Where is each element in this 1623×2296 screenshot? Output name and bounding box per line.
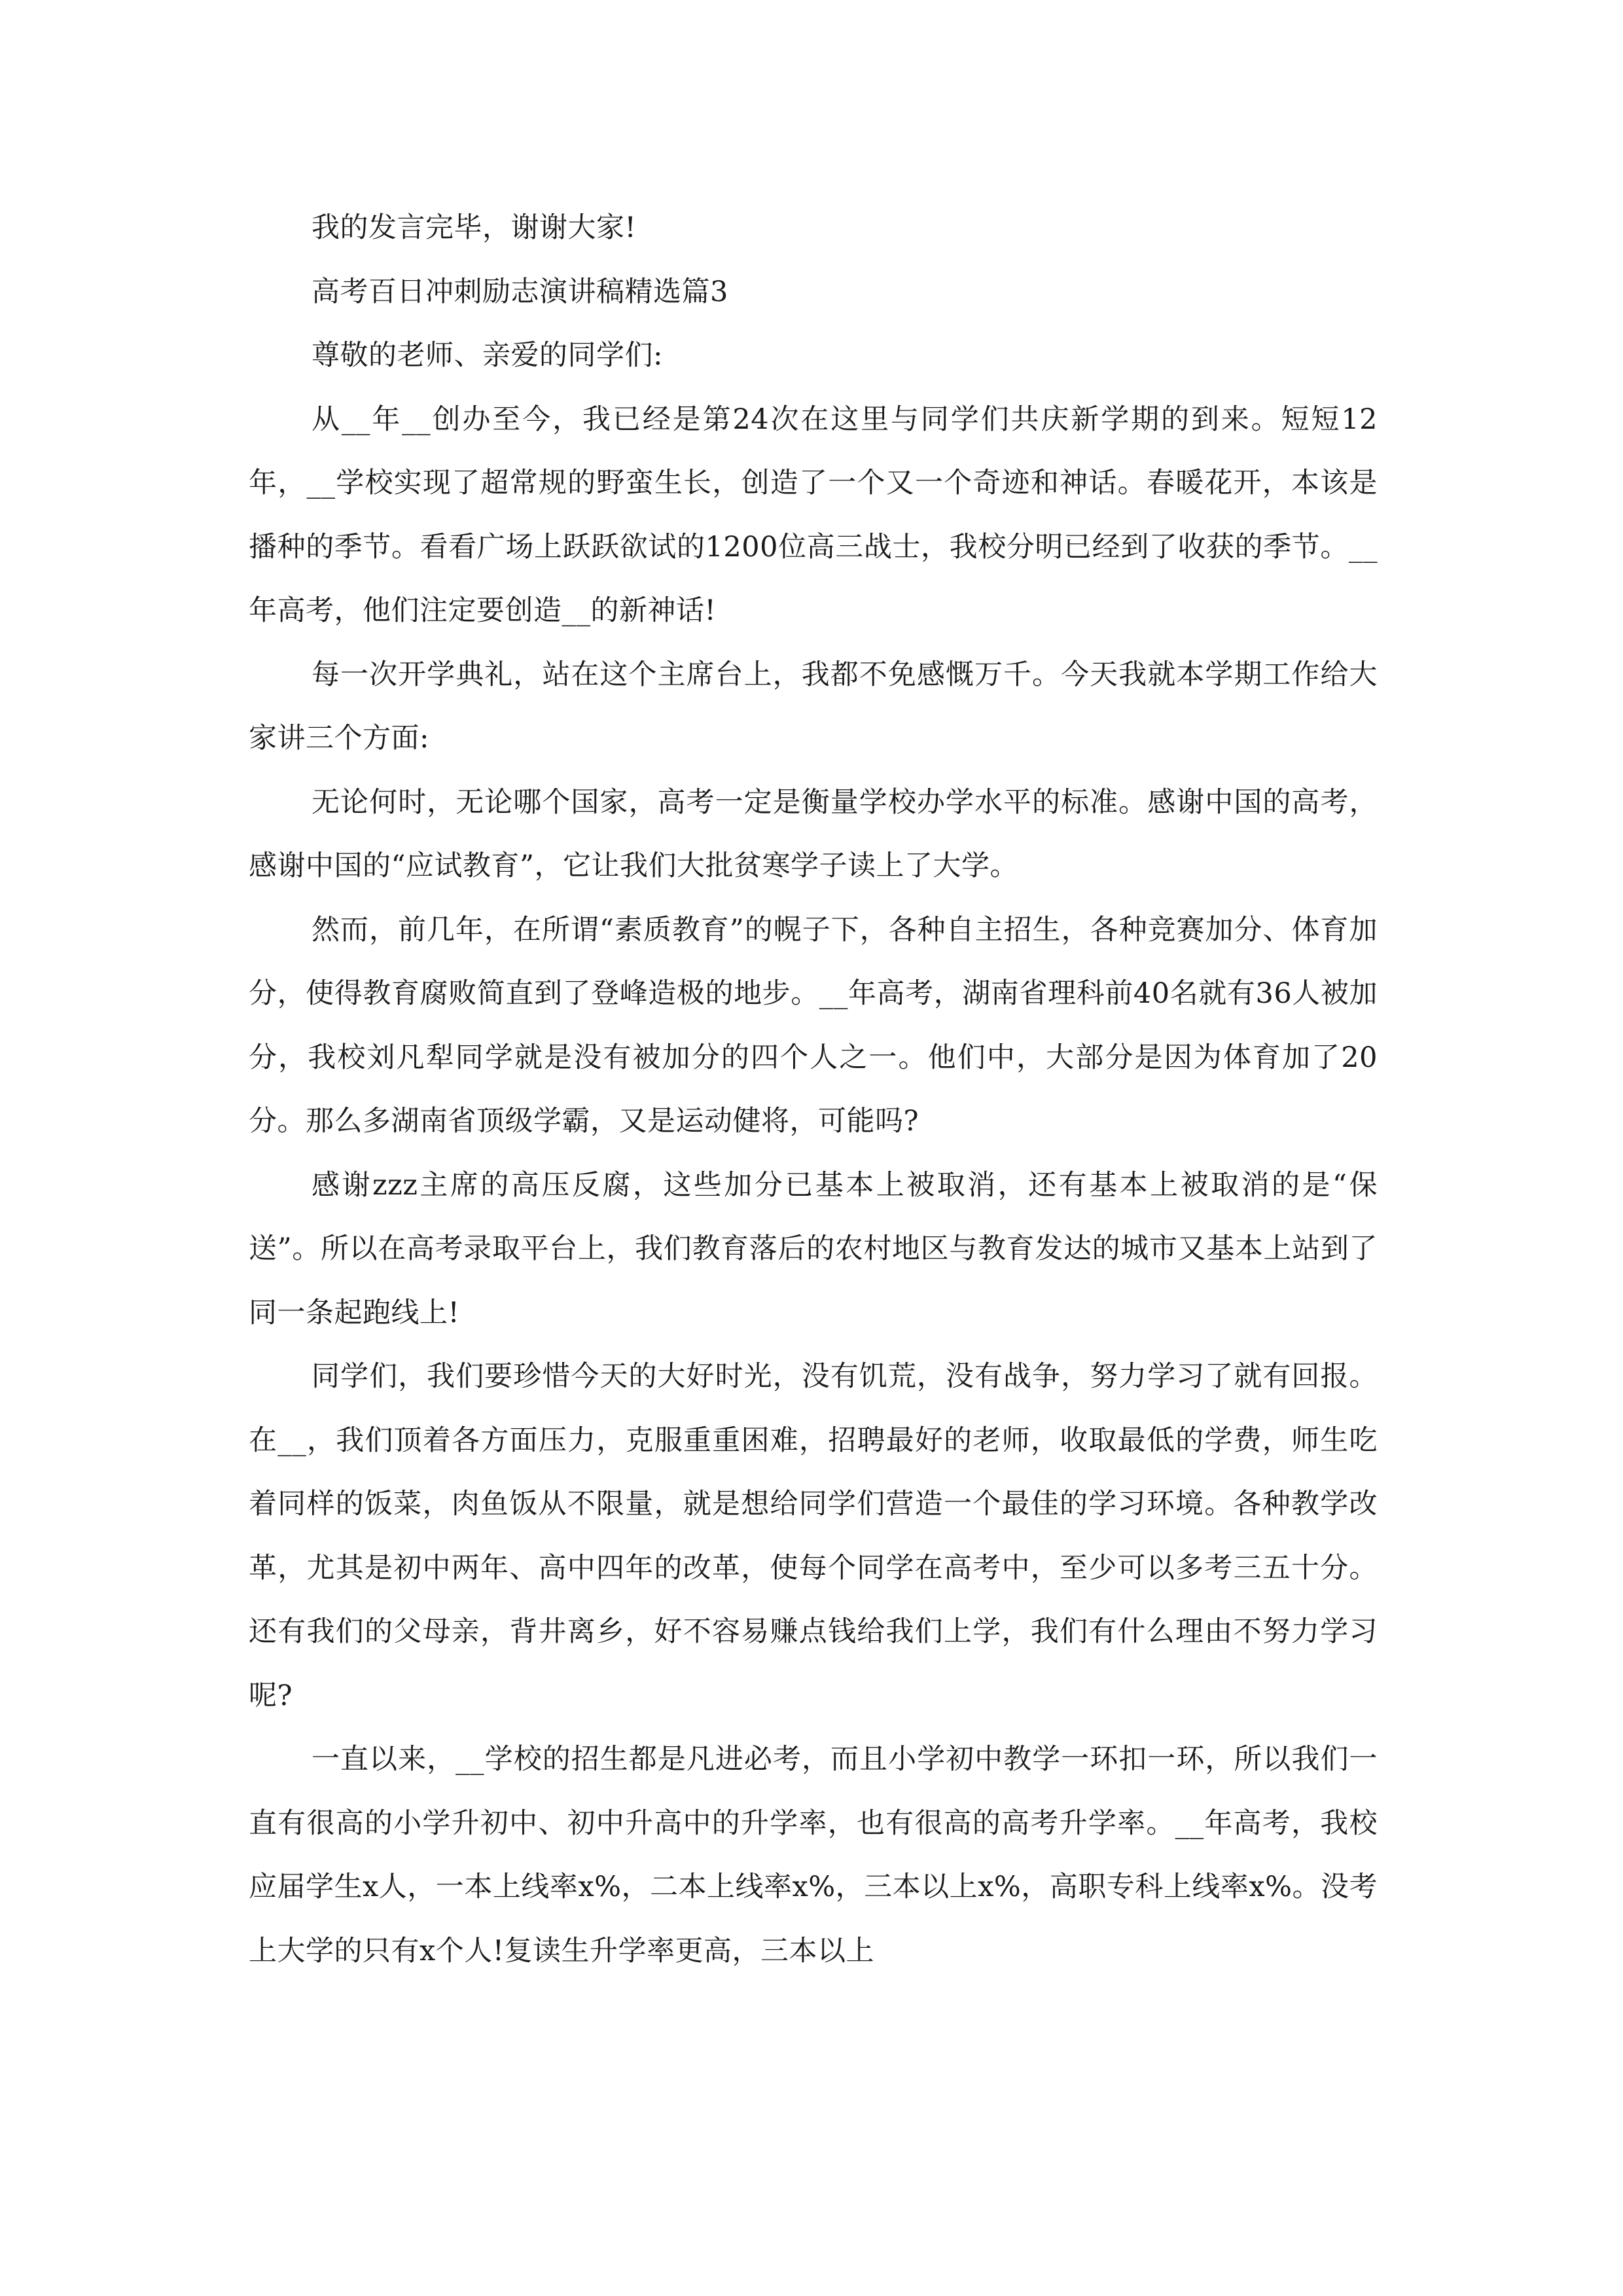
- body-paragraph: 感谢zzz主席的高压反腐，这些加分已基本上被取消，还有基本上被取消的是“保送”。所以在高考录取平台上，我们教育落后的农村地区与教育发达的城市又基本上站到了同一条起跑线上!: [249, 1168, 1378, 1329]
- body-paragraph: 然而，前几年，在所谓“素质教育”的幌子下，各种自主招生，各种竞赛加分、体育加分，使得教育腐败简直到了登峰造极的地步。__年高考，湖南省理科前40名就有36人被加分，我校刘凡犁同学就是没有被加分的四个人之一。他们中，大部分是因为体育加了20分。那么多湖南省顶级学霸，又是运动健将，可能吗?: [249, 913, 1378, 1138]
- body-paragraph: 一直以来，__学校的招生都是凡进必考，而且小学初中教学一环扣一环，所以我们一直有很高的小学升初中、初中升高中的升学率，也有很高的高考升学率。__年高考，我校应届学生x人，一本上线率x%，二本上线率x%，三本以上x%，高职专科上线率x%。没考上大学的只有x个人!复读生升学率更高，三本以上: [249, 1743, 1378, 1967]
- body-paragraph: 从__年__创办至今，我已经是第24次在这里与同学们共庆新学期的到来。短短12年，__学校实现了超常规的野蛮生长，创造了一个又一个奇迹和神话。春暖花开，本该是播种的季节。看看广场上跃跃欲试的1200位高三战士，我校分明已经到了收获的季节。__年高考，他们注定要创造__的新神话!: [249, 403, 1378, 627]
- body-paragraph: 同学们，我们要珍惜今天的大好时光，没有饥荒，没有战争，努力学习了就有回报。在__，我们顶着各方面压力，克服重重困难，招聘最好的老师，收取最低的学费，师生吃着同样的饭菜，肉鱼饭从不限量，就是想给同学们营造一个最佳的学习环境。各种教学改革，尤其是初中两年、高中四年的改革，使每个同学在高考中，至少可以多考三五十分。还有我们的父母亲，背井离乡，好不容易赚点钱给我们上学，我们有什么理由不努力学习呢?: [249, 1360, 1378, 1712]
- salutation: 尊敬的老师、亲爱的同学们:: [312, 339, 663, 372]
- body-paragraph: 无论何时，无论哪个国家，高考一定是衡量学校办学水平的标准。感谢中国的高考，感谢中国的“应试教育”，它让我们大批贫寒学子读上了大学。: [249, 785, 1378, 882]
- closing-line: 我的发言完毕，谢谢大家!: [312, 211, 637, 244]
- document-page: [249, 196, 1378, 1983]
- section-heading: 高考百日冲刺励志演讲稿精选篇3: [312, 275, 728, 308]
- body-paragraph: 每一次开学典礼，站在这个主席台上，我都不免感慨万千。今天我就本学期工作给大家讲三个方面:: [249, 658, 1378, 755]
